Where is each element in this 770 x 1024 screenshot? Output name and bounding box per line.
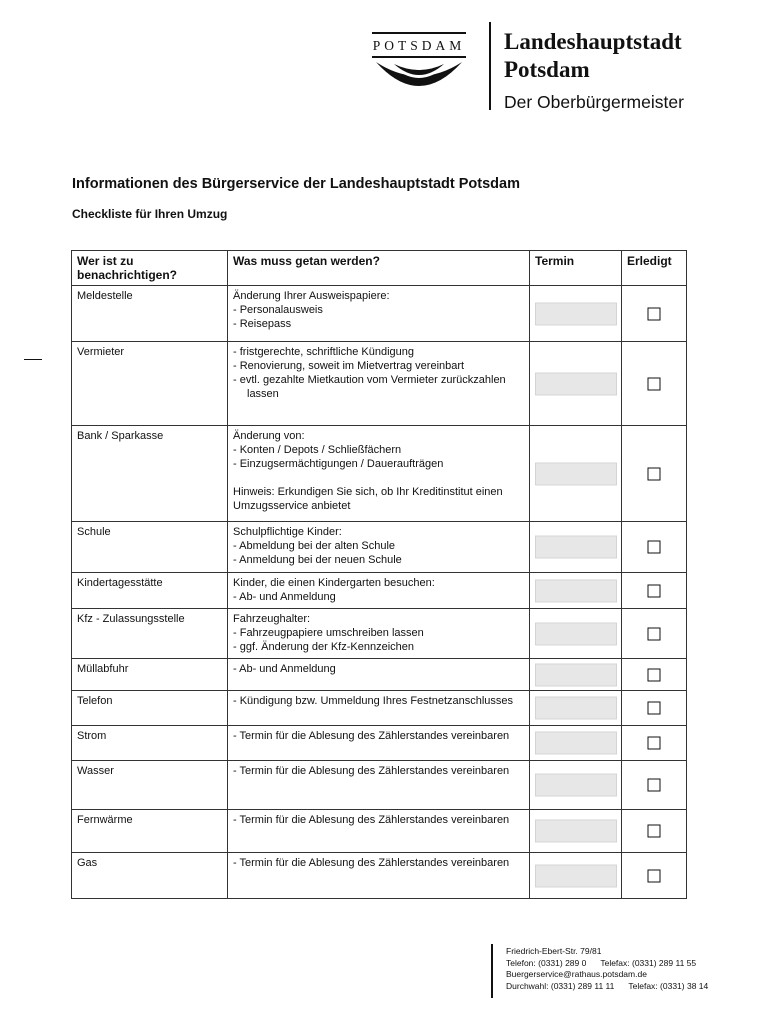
termin-cell (530, 726, 622, 761)
row-item: - Reisepass (233, 318, 292, 330)
table-row (72, 659, 687, 691)
erledigt-cell (622, 573, 687, 609)
termin-cell (530, 426, 622, 522)
erledigt-cell (622, 426, 687, 522)
termin-date-field[interactable] (535, 462, 617, 485)
row-what (228, 659, 530, 691)
done-checkbox[interactable] (648, 869, 661, 882)
row-lead: Fahrzeughalter: (233, 613, 311, 625)
table-row (72, 761, 687, 810)
termin-cell (530, 853, 622, 899)
done-checkbox[interactable] (648, 668, 661, 681)
fold-mark (24, 359, 42, 360)
row-lead: Kinder, die einen Kindergarten besuchen: (233, 577, 435, 589)
erledigt-cell (622, 609, 687, 659)
row-what (228, 810, 530, 853)
termin-date-field[interactable] (535, 579, 617, 602)
footer-direct: Durchwahl: (0331) 289 11 11 (506, 980, 615, 991)
table-row (72, 810, 687, 853)
row-item: - Ab- und Anmeldung (233, 663, 336, 675)
city-name (504, 28, 682, 84)
done-checkbox[interactable] (648, 541, 661, 554)
table-row (72, 573, 687, 609)
termin-date-field[interactable] (535, 774, 617, 797)
row-who: Meldestelle (72, 286, 228, 342)
table-row (72, 286, 687, 342)
footer-phone-line (506, 958, 708, 970)
row-what (228, 286, 530, 342)
erledigt-cell (622, 659, 687, 691)
termin-cell (530, 659, 622, 691)
termin-cell (530, 810, 622, 853)
column-header-erledigt: Erledigt (622, 251, 687, 286)
column-header-termin: Termin (530, 251, 622, 286)
table-header-row (72, 251, 687, 286)
termin-date-field[interactable] (535, 697, 617, 720)
column-header-who: Wer ist zu benachrichtigen? (72, 251, 228, 286)
erledigt-cell (622, 286, 687, 342)
footer-phone: Telefon: (0331) 289 0 (506, 957, 587, 968)
row-what (228, 691, 530, 726)
done-checkbox[interactable] (648, 737, 661, 750)
row-hint: Hinweis: Erkundigen Sie sich, ob Ihr Kreditinstitut einen Umzugsservice anbietet (233, 486, 503, 512)
footer-fax: Telefax: (0331) 289 11 55 (600, 957, 697, 968)
termin-date-field[interactable] (535, 622, 617, 645)
termin-date-field[interactable] (535, 864, 617, 887)
table-row (72, 342, 687, 426)
table-row (72, 522, 687, 573)
row-item: - Ab- und Anmeldung (233, 591, 336, 603)
termin-date-field[interactable] (535, 372, 617, 395)
done-checkbox[interactable] (648, 584, 661, 597)
row-item: - Termin für die Ablesung des Zählerstandes vereinbaren (233, 857, 510, 869)
mayor-title: Der Oberbürgermeister (504, 92, 684, 112)
row-who: Schule (72, 522, 228, 573)
row-item: - Einzugsermächtigungen / Daueraufträgen (233, 458, 444, 470)
row-who: Strom (72, 726, 228, 761)
row-item: - evtl. gezahlte Mietkaution vom Vermieter zurückzahlen lassen (233, 374, 506, 400)
termin-cell (530, 761, 622, 810)
termin-cell (530, 286, 622, 342)
table-row (72, 691, 687, 726)
footer-divider (491, 944, 493, 998)
done-checkbox[interactable] (648, 779, 661, 792)
footer-contact (506, 946, 708, 992)
page-subtitle: Checkliste für Ihren Umzug (72, 207, 228, 221)
erledigt-cell (622, 342, 687, 426)
footer-direct-line (506, 981, 708, 993)
done-checkbox[interactable] (648, 467, 661, 480)
footer-address: Friedrich-Ebert-Str. 79/81 (506, 946, 602, 956)
row-what (228, 761, 530, 810)
erledigt-cell (622, 761, 687, 810)
termin-date-field[interactable] (535, 732, 617, 755)
row-what (228, 426, 530, 522)
row-lead: Änderung von: (233, 430, 305, 442)
table-row (72, 609, 687, 659)
logo-emblem-icon (366, 24, 472, 94)
row-item: - Termin für die Ablesung des Zählerstandes vereinbaren (233, 730, 510, 742)
termin-cell (530, 691, 622, 726)
row-who: Telefon (72, 691, 228, 726)
table-row (72, 853, 687, 899)
header-divider (489, 22, 491, 110)
erledigt-cell (622, 726, 687, 761)
row-who: Fernwärme (72, 810, 228, 853)
row-item: - Abmeldung bei der alten Schule (233, 540, 396, 552)
done-checkbox[interactable] (648, 825, 661, 838)
done-checkbox[interactable] (648, 627, 661, 640)
logo-wordmark: POTSDAM (372, 38, 466, 53)
potsdam-logo (366, 24, 472, 94)
row-who: Müllabfuhr (72, 659, 228, 691)
table-row (72, 426, 687, 522)
row-item: - Termin für die Ablesung des Zählerstandes vereinbaren (233, 765, 510, 777)
erledigt-cell (622, 691, 687, 726)
row-item: - Konten / Depots / Schließfächern (233, 444, 402, 456)
termin-cell (530, 522, 622, 573)
footer-email[interactable]: Buergerservice@rathaus.potsdam.de (506, 969, 647, 979)
row-lead: Schulpflichtige Kinder: (233, 526, 342, 538)
termin-date-field[interactable] (535, 302, 617, 325)
city-name-line1: Landeshauptstadt (504, 29, 682, 54)
row-item: - Anmeldung bei der neuen Schule (233, 554, 402, 566)
done-checkbox[interactable] (648, 377, 661, 390)
termin-cell (530, 573, 622, 609)
row-who: Kindertagesstätte (72, 573, 228, 609)
row-item: - Termin für die Ablesung des Zählerstandes vereinbaren (233, 814, 510, 826)
row-item: - Personalausweis (233, 304, 323, 316)
row-item: - fristgerechte, schriftliche Kündigung (233, 346, 414, 358)
row-what (228, 726, 530, 761)
termin-date-field[interactable] (535, 820, 617, 843)
erledigt-cell (622, 810, 687, 853)
erledigt-cell (622, 522, 687, 573)
row-what (228, 342, 530, 426)
moving-checklist-table (71, 250, 687, 899)
row-lead: Änderung Ihrer Ausweispapiere: (233, 290, 390, 302)
row-who: Vermieter (72, 342, 228, 426)
erledigt-cell (622, 853, 687, 899)
row-who: Kfz - Zulassungsstelle (72, 609, 228, 659)
done-checkbox[interactable] (648, 702, 661, 715)
termin-cell (530, 609, 622, 659)
termin-cell (530, 342, 622, 426)
termin-date-field[interactable] (535, 536, 617, 559)
row-what (228, 853, 530, 899)
footer-direct-fax: Telefax: (0331) 38 14 (628, 980, 709, 991)
row-who: Gas (72, 853, 228, 899)
row-who: Bank / Sparkasse (72, 426, 228, 522)
row-item: - Renovierung, soweit im Mietvertrag vereinbart (233, 360, 465, 372)
column-header-what: Was muss getan werden? (228, 251, 530, 286)
table-row (72, 726, 687, 761)
termin-date-field[interactable] (535, 663, 617, 686)
page-title: Informationen des Bürgerservice der Landeshauptstadt Potsdam (72, 176, 520, 192)
done-checkbox[interactable] (648, 307, 661, 320)
row-who: Wasser (72, 761, 228, 810)
row-item: - ggf. Änderung der Kfz-Kennzeichen (233, 641, 415, 653)
row-what (228, 522, 530, 573)
row-what (228, 573, 530, 609)
row-item: - Fahrzeugpapiere umschreiben lassen (233, 627, 424, 639)
row-what (228, 609, 530, 659)
row-item: - Kündigung bzw. Ummeldung Ihres Festnetzanschlusses (233, 695, 514, 707)
city-name-line2: Potsdam (504, 57, 590, 82)
